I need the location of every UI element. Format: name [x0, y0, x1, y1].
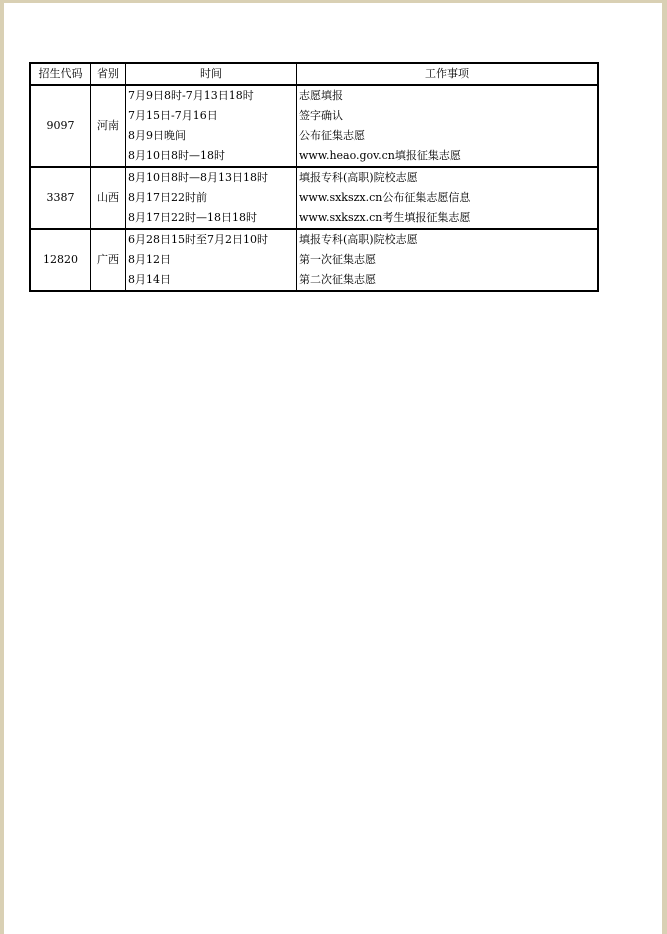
cell-time: 7月15日-7月16日 [126, 106, 297, 126]
cell-code: 3387 [30, 167, 91, 229]
table-header-row [30, 63, 598, 85]
cell-time: 7月9日8时-7月13日18时 [126, 85, 297, 106]
cell-time: 6月28日15时至7月2日10时 [126, 229, 297, 250]
cell-task: 第一次征集志愿 [299, 253, 376, 266]
cell-task: 第二次征集志愿 [299, 273, 376, 286]
cell-time: 8月12日 [126, 250, 297, 270]
cell-task: 志愿填报 [299, 89, 343, 102]
cell-time: 8月17日22时—18日18时 [126, 208, 297, 229]
cell-task: www.heao.gov.cn填报征集志愿 [297, 146, 599, 167]
cell-time: 8月14日 [126, 270, 297, 291]
cell-time: 8月17日22时前 [126, 188, 297, 208]
table-row [30, 167, 598, 188]
header-code: 招生代码 [30, 63, 91, 85]
table-row [30, 229, 598, 250]
cell-time: 8月9日晚间 [126, 126, 297, 146]
cell-time: 8月10日8时—8月13日18时 [126, 167, 297, 188]
cell-task: www.sxkszx.cn公布征集志愿信息 [299, 191, 471, 204]
cell-task: 公布征集志愿 [299, 129, 365, 142]
header-task: 工作事项 [297, 63, 599, 85]
header-province: 省别 [91, 63, 126, 85]
cell-code: 9097 [30, 85, 91, 167]
table-body [30, 85, 598, 291]
cell-province: 河南 [91, 85, 126, 167]
cell-task: 填报专科(高职)院校志愿 [299, 233, 418, 246]
cell-task: www.sxkszx.cn考生填报征集志愿 [297, 208, 599, 229]
cell-province: 山西 [91, 167, 126, 229]
cell-province: 广西 [91, 229, 126, 291]
admission-schedule-table [29, 62, 599, 292]
document-page [4, 3, 662, 934]
cell-time: 8月10日8时—18时 [126, 146, 297, 167]
table-row [30, 85, 598, 106]
cell-code: 12820 [30, 229, 91, 291]
cell-task: 填报专科(高职)院校志愿 [299, 171, 418, 184]
cell-task: 签字确认 [299, 109, 343, 122]
header-time: 时间 [126, 63, 297, 85]
